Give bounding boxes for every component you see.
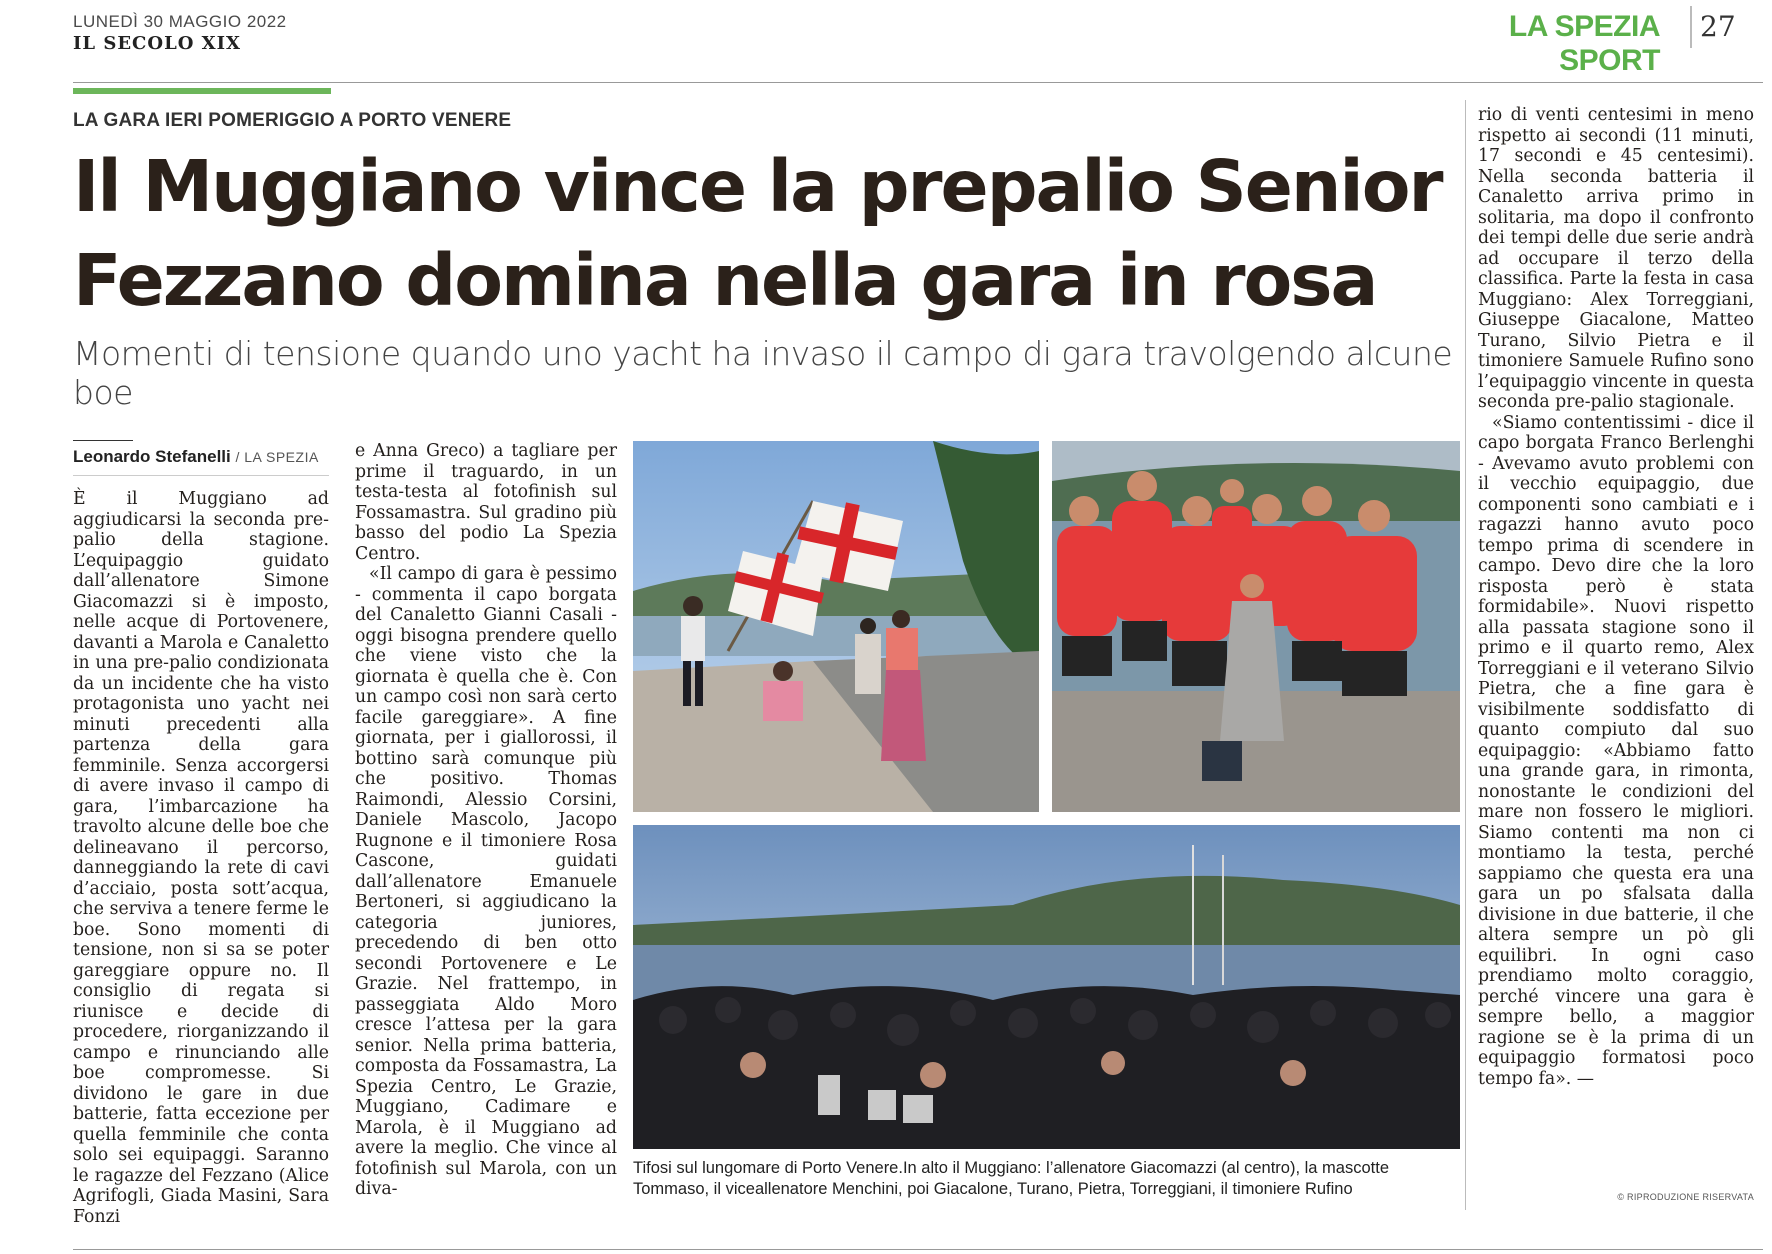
paragraph: «Il campo di gara è pessimo - commenta il capo borgata del Canaletto Gianni Casali - oggi bisogna prendere quello che viene visto che la giornata è quella che è. Con un campo così non sarà certo facile gareggiare». A fine giornata, per i giallorossi, il bottino sarà comunque più che positivo. Thomas Raimondi, Alessio Corsini, Daniele Mascolo, Jacopo Rugnone e il timoniere Rosa Cascone, guidati dall’allenatore Emanuele Bertoneri, si aggiudicano la categoria juniores, precedendo di ben otto secondi Portovenere e Le Grazie. Nel frattempo, in passeggiata Aldo Moro cresce l’attesa per la gara senior. Nella prima batteria, composta da Fossamastra, La Spezia Centro, Le Grazie, Muggiano, Cadimare e Marola, è il Muggiano ad avere la meglio. Che vince al fotofinish sul Marola, con un diva- bbox=[355, 564, 617, 1199]
issue-date: LUNEDÌ 30 MAGGIO 2022 bbox=[73, 12, 287, 31]
photo-team-image bbox=[1052, 441, 1460, 812]
newspaper-name: IL SECOLO XIX bbox=[73, 33, 242, 54]
copyright-notice: © RIPRODUZIONE RISERVATA bbox=[1617, 1192, 1754, 1202]
paragraph: «Siamo contentissimi - dice il capo borgata Franco Berlenghi - Avevamo avuto problemi con il vecchio equipaggio, due componenti sono cambiati e i ragazzi hanno avuto poco tempo prima di scendere in campo. Devo dire che la loro risposta però è stata formidabile». Nuovi rispetto alla passata stagione sono il primo e il quarto remo, Alex Torreggiani e il veterano Silvio Pietra, che a fine gara è visibilmente soddisfatto di quanto compiuto dal suo equipaggio: «Abbiamo fatto una grande gara, in rimonta, nonostante le condizioni del mare non fossero le migliori. Siamo contenti ma non ci montiamo la testa, perché sappiamo che questa era una gara un po sfalsata dalla divisione in due batterie, il che altera sempre un pò gli equilibri. In ogni caso prendiamo molto coraggio, perché vincere una gara è sempre bello, a maggior ragione se è la prima di un equipaggio formatosi poco tempo fa». — bbox=[1478, 412, 1754, 1089]
photo-caption: Tifosi sul lungomare di Porto Venere.In alto il Muggiano: l’allenatore Giacomazzi (al centro), la mascotte Tommaso, il viceallenatore Menchini, poi Giacalone, Turano, Pietra, Torreggiani, il timoniere Rufino bbox=[633, 1159, 1390, 1198]
paragraph: È il Muggiano ad aggiudicarsi la seconda pre-palio della stagione. L’equipaggio guidato dall’allenatore Simone Giacomazzi si è imposto, nelle acque di Portovenere, davanti a Marola e Canaletto in una pre-palio condizionata da un incidente che ha visto protagonista uno yacht nei minuti precedenti alla partenza della gara femminile. Senza accorgersi di avere invaso il campo di gara, l’imbarcazione ha travolto alcune delle boe che delineavano il percorso, danneggiando la rete di cavi d’acciaio, posta sott’acqua, che serviva a tenere ferme le boe. Sono momenti di tensione, non si sa se poter gareggiare oppure no. Il consiglio di regata si riunisce e decide di procedere, riorganizzando il campo e rinunciando alle boe compromesse. Si dividono le gare in due batterie, fatta eccezione per quella femminile che conta solo sei equipaggi. Saranno le ragazze del Fezzano (Alice Agrifogli, Giada Masini, Sara Fonzi bbox=[73, 489, 329, 1227]
photo-crowd-seafront bbox=[633, 825, 1460, 1149]
byline-rule bbox=[73, 440, 133, 441]
photo-muggiano-team bbox=[1052, 441, 1460, 812]
footer-rule bbox=[73, 1249, 1763, 1250]
byline-underline bbox=[73, 475, 329, 476]
header-divider bbox=[1690, 6, 1692, 48]
photo-flags-on-promenade bbox=[633, 441, 1039, 812]
dateline-location: / LA SPEZIA bbox=[235, 449, 319, 465]
section-title: LA SPEZIA SPORT bbox=[1508, 10, 1660, 77]
author-name: Leonardo Stefanelli bbox=[73, 447, 231, 466]
column-divider bbox=[1465, 100, 1466, 1210]
article-column-4 bbox=[1478, 105, 1754, 1089]
page-number: 27 bbox=[1700, 10, 1736, 43]
article-column-2 bbox=[355, 441, 617, 1200]
article-subhead: Momenti di tensione quando uno yacht ha invaso il campo di gara travolgendo alcune boe bbox=[73, 334, 1453, 412]
photo-crowd-image bbox=[633, 825, 1460, 1149]
article-column-1 bbox=[73, 489, 329, 1227]
accent-bar bbox=[73, 88, 331, 94]
byline bbox=[73, 447, 319, 467]
article-kicker: LA GARA IERI POMERIGGIO A PORTO VENERE bbox=[73, 110, 512, 131]
header-rule bbox=[73, 82, 1763, 83]
headline-line-1: Il Muggiano vince la prepalio Senior bbox=[73, 145, 1442, 228]
article-headline bbox=[73, 140, 1453, 328]
headline-line-2: Fezzano domina nella gara in rosa bbox=[73, 239, 1377, 322]
paragraph: rio di venti centesimi in meno rispetto ai secondi (11 minuti, 17 secondi e 45 centesimi). Nella seconda batteria il Canaletto arriva primo in solitaria, ma dopo il confronto dei tempi delle due serie andrà ad occupare il terzo della classifica. Parte la festa in casa Muggiano: Alex Torreggiani, Giuseppe Giacalone, Matteo Turano, Silvio Pietra e il timoniere Samuele Rufino sono l’equipaggio vincente in questa seconda pre-palio stagionale. bbox=[1478, 105, 1754, 412]
photo-flags-image bbox=[633, 441, 1039, 812]
paragraph: e Anna Greco) a tagliare per prime il traguardo, in un testa-testa al fotofinish sul Fossamastra. Sul gradino più basso del podio La Spezia Centro. bbox=[355, 441, 617, 564]
